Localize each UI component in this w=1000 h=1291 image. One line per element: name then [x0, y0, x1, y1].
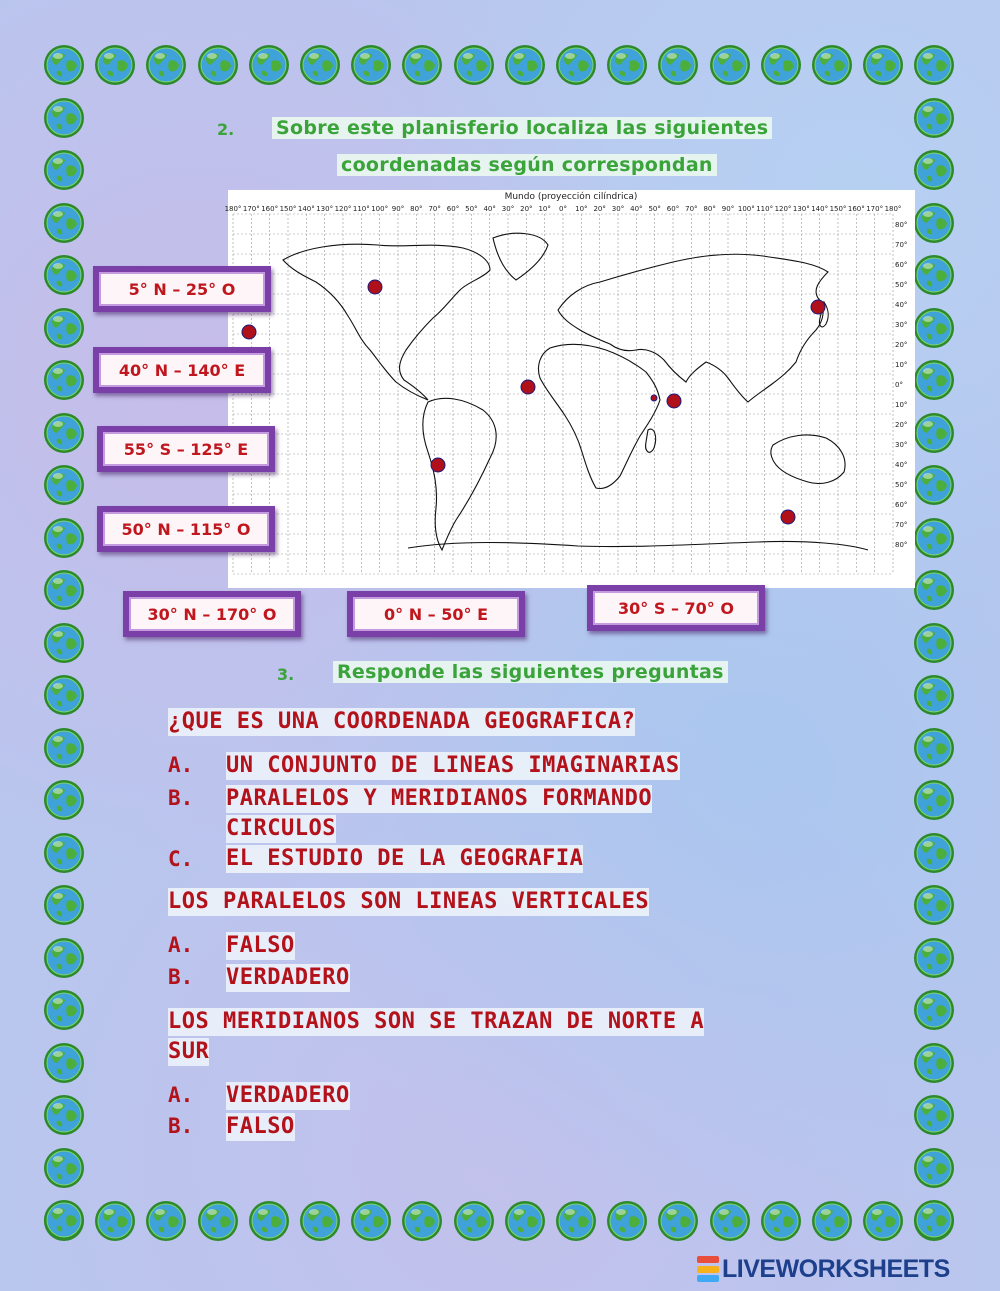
globe-icon [43, 989, 85, 1031]
globe-icon [43, 254, 85, 296]
continents [283, 233, 868, 550]
globe-icon [248, 1200, 290, 1242]
eurasia-outline [558, 254, 828, 402]
longitude-label: 110° [756, 205, 774, 213]
longitude-label: 30° [501, 205, 515, 213]
coord-button-6-label: 0° N – 50° E [384, 604, 488, 624]
longitude-label: 110° [352, 205, 370, 213]
longitude-label: 40° [630, 205, 643, 213]
globe-icon [43, 202, 85, 244]
map-marker[interactable] [431, 458, 445, 472]
longitude-label: 10° [538, 205, 551, 213]
longitude-label: 30° [611, 205, 625, 213]
globe-icon [862, 44, 904, 86]
latitude-label: 10° [895, 401, 908, 409]
globe-icon [43, 412, 85, 454]
question-3-text: LOS MERIDIANOS SON SE TRAZAN DE NORTE A [168, 1009, 705, 1034]
longitude-label: 90° [391, 205, 405, 213]
globe-icon [657, 1200, 699, 1242]
latitude-label: 40° [895, 301, 908, 309]
globe-icon [913, 149, 955, 191]
globe-icon [43, 517, 85, 559]
longitude-label: 150° [829, 205, 847, 213]
coord-button-7[interactable] [587, 585, 765, 631]
latitude-label: 20° [895, 341, 908, 349]
globe-icon [555, 1200, 597, 1242]
section-2-heading-line2: coordenadas según correspondan [337, 154, 717, 176]
longitude-label: 140° [811, 205, 829, 213]
coord-button-4-label: 50° N – 115° O [121, 519, 251, 539]
globe-icon [43, 359, 85, 401]
world-map-svg [224, 190, 915, 588]
question-2-option-a-letter: A. [168, 933, 194, 957]
globe-icon [43, 884, 85, 926]
globe-icon [401, 1200, 443, 1242]
longitude-label: 10° [575, 205, 588, 213]
globe-icon [811, 1200, 853, 1242]
coord-button-2-label: 40° N – 140° E [118, 360, 246, 380]
latitude-label: 80° [895, 541, 908, 549]
globe-icon [43, 1094, 85, 1136]
globe-icon [350, 44, 392, 86]
globe-icon [913, 622, 955, 664]
globe-icon [913, 937, 955, 979]
world-map [224, 190, 915, 588]
longitude-label: 180° [224, 205, 242, 213]
longitude-label: 60° [666, 205, 680, 213]
longitude-label: 70° [685, 205, 698, 213]
coord-button-3[interactable] [97, 426, 275, 472]
latitude-label: 50° [895, 481, 908, 489]
globe-icon [43, 674, 85, 716]
longitude-label: 70° [428, 205, 441, 213]
longitude-label: 40° [483, 205, 496, 213]
map-marker[interactable] [651, 395, 657, 401]
globe-icon [504, 44, 546, 86]
globe-icon [299, 44, 341, 86]
greenland-outline [493, 233, 548, 280]
longitude-label: 60° [446, 205, 460, 213]
longitude-label: 120° [774, 205, 792, 213]
globe-icon [43, 97, 85, 139]
globe-icon [43, 464, 85, 506]
section-3-number: 3. [277, 665, 295, 684]
question-1-option-a[interactable]: UN CONJUNTO DE LINEAS IMAGINARIAS [226, 753, 680, 778]
madagascar-outline [646, 429, 656, 452]
map-marker[interactable] [667, 394, 681, 408]
coord-button-4[interactable] [97, 506, 275, 552]
globe-icon [43, 44, 85, 86]
globe-icon [709, 1200, 751, 1242]
coord-button-6[interactable] [347, 591, 525, 637]
longitude-label: 160° [261, 205, 279, 213]
globe-icon [197, 44, 239, 86]
globe-icon [145, 1200, 187, 1242]
globe-icon [197, 1200, 239, 1242]
liveworksheets-logo-text: LIVEWORKSHEETS [722, 1254, 950, 1283]
question-1-text: ¿QUE ES UNA COORDENADA GEOGRAFICA? [168, 709, 636, 734]
globe-icon [299, 1200, 341, 1242]
question-3-text-line2: SUR [168, 1039, 210, 1064]
longitude-label: 170° [242, 205, 260, 213]
globe-icon [913, 1147, 955, 1189]
globe-icon [606, 44, 648, 86]
globe-icon [94, 44, 136, 86]
section-2-heading-line1: Sobre este planisferio localiza las siguientes [272, 117, 772, 139]
globe-icon [555, 44, 597, 86]
globe-icon [760, 1200, 802, 1242]
longitude-label: 160° [847, 205, 865, 213]
longitude-label: 100° [737, 205, 755, 213]
latitude-label: 10° [895, 361, 908, 369]
question-2-option-a[interactable]: FALSO [226, 933, 295, 958]
globe-icon [401, 44, 443, 86]
globe-icon [504, 1200, 546, 1242]
longitude-label: 170° [866, 205, 884, 213]
globe-icon [913, 202, 955, 244]
longitude-label: 0° [559, 205, 567, 213]
globe-icon [913, 359, 955, 401]
globe-icon [913, 989, 955, 1031]
globe-icon [453, 44, 495, 86]
latitude-label: 40° [895, 461, 908, 469]
globe-icon [811, 44, 853, 86]
globe-icon [43, 307, 85, 349]
globe-icon [43, 622, 85, 664]
globe-icon [913, 832, 955, 874]
question-3-option-b[interactable]: FALSO [226, 1114, 295, 1139]
globe-icon [913, 727, 955, 769]
longitude-label: 80° [703, 205, 716, 213]
globe-icon [913, 44, 955, 86]
latitude-label: 60° [895, 261, 908, 269]
question-3-option-b-letter: B. [168, 1114, 194, 1138]
coord-button-7-label: 30° S – 70° O [618, 598, 734, 618]
globe-icon [862, 1200, 904, 1242]
latitude-label: 20° [895, 421, 908, 429]
question-1-option-c-letter: C. [168, 847, 194, 871]
globe-icon [453, 1200, 495, 1242]
globe-icon [913, 307, 955, 349]
latitude-label: 0° [895, 381, 903, 389]
latitude-label: 80° [895, 221, 908, 229]
globe-icon [43, 832, 85, 874]
longitude-label: 20° [520, 205, 533, 213]
globe-icon [145, 44, 187, 86]
coord-button-5-label: 30° N – 170° O [147, 604, 277, 624]
question-2-option-b-letter: B. [168, 965, 194, 989]
latitude-labels [895, 221, 907, 549]
question-2-text: LOS PARALELOS SON LINEAS VERTICALES [168, 889, 650, 914]
latitude-label: 70° [895, 521, 908, 529]
liveworksheets-logo[interactable] [697, 1254, 950, 1284]
longitude-label: 50° [648, 205, 661, 213]
coord-button-1-label: 5° N – 25° O [128, 279, 236, 299]
question-1-option-b[interactable]: PARALELOS Y MERIDIANOS FORMANDO [226, 786, 653, 811]
globe-icon [913, 97, 955, 139]
map-marker[interactable] [242, 325, 256, 339]
globe-icon [43, 779, 85, 821]
antarctica-outline [408, 541, 868, 550]
longitude-label: 80° [410, 205, 423, 213]
question-1-option-b-line2[interactable]: CIRCULOS [226, 816, 336, 841]
globe-icon [913, 884, 955, 926]
latitude-label: 60° [895, 501, 908, 509]
africa-outline [538, 344, 660, 488]
latitude-label: 30° [895, 321, 908, 329]
globe-icon [350, 1200, 392, 1242]
globe-icon [760, 44, 802, 86]
globe-icon [913, 1199, 955, 1241]
section-2-number: 2. [217, 120, 235, 139]
longitude-labels [225, 205, 902, 213]
latitude-label: 50° [895, 281, 908, 289]
longitude-label: 130° [316, 205, 334, 213]
longitude-label: 140° [297, 205, 315, 213]
globe-icon [43, 1042, 85, 1084]
globe-icon [913, 779, 955, 821]
globe-icon [709, 44, 751, 86]
latitude-label: 70° [895, 241, 908, 249]
globe-icon [43, 1147, 85, 1189]
question-3-option-a-letter: A. [168, 1083, 194, 1107]
longitude-label: 120° [334, 205, 352, 213]
globe-icon [94, 1200, 136, 1242]
globe-icon [913, 412, 955, 454]
question-1-option-a-letter: A. [168, 753, 194, 777]
map-marker[interactable] [368, 280, 382, 294]
globe-icon [913, 569, 955, 611]
question-1-option-c[interactable]: EL ESTUDIO DE LA GEOGRAFIA [226, 846, 584, 871]
coord-button-1[interactable] [93, 266, 271, 312]
coord-button-3-label: 55° S – 125° E [123, 439, 249, 459]
question-1-option-b-letter: B. [168, 786, 194, 810]
map-marker[interactable] [781, 510, 795, 524]
globe-icon [43, 1199, 85, 1241]
australia-outline [771, 435, 845, 484]
globe-icon [657, 44, 699, 86]
coord-button-5[interactable] [123, 591, 301, 637]
longitude-label: 180° [884, 205, 902, 213]
globe-icon [43, 937, 85, 979]
globe-icon [43, 569, 85, 611]
question-3-option-a[interactable]: VERDADERO [226, 1083, 350, 1108]
longitude-label: 130° [792, 205, 810, 213]
globe-icon [913, 464, 955, 506]
map-marker[interactable] [521, 380, 535, 394]
section-3-heading: Responde las siguientes preguntas [333, 661, 728, 683]
map-markers [242, 280, 825, 524]
longitude-label: 100° [371, 205, 389, 213]
globe-icon [913, 674, 955, 716]
globe-icon [913, 254, 955, 296]
map-marker[interactable] [811, 300, 825, 314]
globe-icon [43, 149, 85, 191]
globe-icon [913, 1094, 955, 1136]
liveworksheets-logo-icon [697, 1256, 719, 1282]
globe-icon [913, 1042, 955, 1084]
latitude-label: 30° [895, 441, 908, 449]
longitude-label: 20° [593, 205, 606, 213]
longitude-label: 90° [721, 205, 735, 213]
globe-icon [606, 1200, 648, 1242]
coord-button-2[interactable] [93, 347, 271, 393]
globe-icon [248, 44, 290, 86]
question-2-option-b[interactable]: VERDADERO [226, 965, 350, 990]
longitude-label: 150° [279, 205, 297, 213]
north-america-outline [283, 244, 490, 400]
globe-icon [43, 727, 85, 769]
longitude-label: 50° [465, 205, 478, 213]
map-title: Mundo (proyección cilíndrica) [504, 192, 638, 202]
globe-icon [913, 517, 955, 559]
